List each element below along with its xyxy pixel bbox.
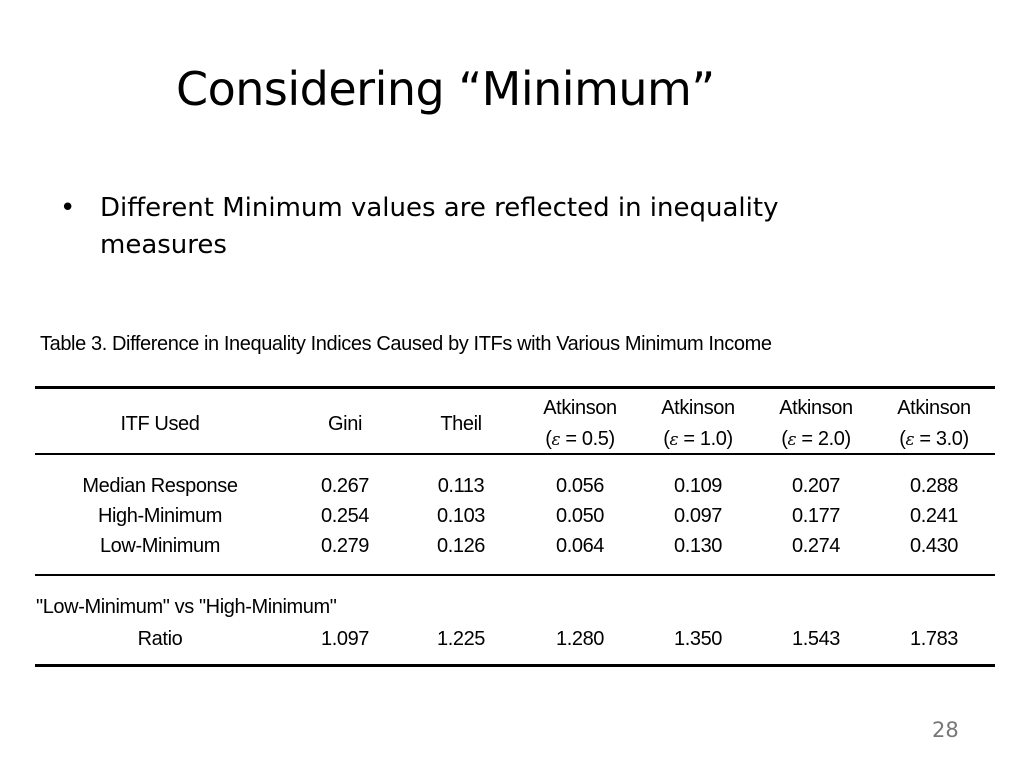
header-atkinson-2: Atkinson (661, 397, 735, 419)
header-bottom-rule (35, 453, 995, 455)
table-top-rule (35, 386, 995, 389)
cell-atkinson-3: 0.177 (791, 505, 841, 527)
cell-theil: 0.126 (436, 535, 486, 557)
cell-atkinson-4: 0.430 (909, 535, 959, 557)
cell-atkinson-2: 0.097 (673, 505, 723, 527)
bullet-text (100, 190, 840, 264)
ratio-label-line-2: Ratio (137, 628, 183, 650)
ratio-atkinson-2: 1.350 (673, 628, 723, 650)
cell-atkinson-4: 0.288 (909, 475, 959, 497)
row-label: Low-Minimum (99, 535, 221, 557)
cell-theil: 0.103 (436, 505, 486, 527)
table-caption: Table 3. Difference in Inequality Indices Caused by ITFs with Various Minimum Income (40, 333, 772, 355)
ratio-theil: 1.225 (436, 628, 486, 650)
header-itf-used: ITF Used (120, 413, 200, 435)
header-atkinson-4-param: (ε = 3.0) (899, 428, 969, 450)
header-gini: Gini (328, 413, 362, 435)
cell-gini: 0.254 (320, 505, 370, 527)
row-label: High-Minimum (97, 505, 223, 527)
bullet-line-1: Different Minimum values are reflected in inequality (100, 193, 779, 223)
bullet-line-2: measures (100, 230, 227, 260)
header-theil: Theil (440, 413, 482, 435)
bullet-dot: • (60, 193, 76, 223)
ratio-atkinson-1: 1.280 (555, 628, 605, 650)
cell-atkinson-2: 0.109 (673, 475, 723, 497)
epsilon-symbol: ε (669, 430, 679, 450)
epsilon-symbol: ε (551, 430, 561, 450)
ratio-atkinson-3: 1.543 (791, 628, 841, 650)
cell-atkinson-1: 0.050 (555, 505, 605, 527)
ratio-atkinson-4: 1.783 (909, 628, 959, 650)
epsilon-symbol: ε (905, 430, 915, 450)
cell-atkinson-4: 0.241 (909, 505, 959, 527)
header-atkinson-3-param: (ε = 2.0) (781, 428, 851, 450)
row-label: Median Response (82, 475, 238, 497)
epsilon-symbol: ε (787, 430, 797, 450)
cell-gini: 0.267 (320, 475, 370, 497)
cell-atkinson-3: 0.274 (791, 535, 841, 557)
ratio-gini: 1.097 (320, 628, 370, 650)
cell-atkinson-2: 0.130 (673, 535, 723, 557)
cell-gini: 0.279 (320, 535, 370, 557)
cell-theil: 0.113 (437, 475, 485, 497)
header-atkinson-3: Atkinson (779, 397, 853, 419)
page-number: 28 (932, 718, 959, 742)
cell-atkinson-1: 0.056 (555, 475, 605, 497)
header-atkinson-4: Atkinson (897, 397, 971, 419)
slide-title: Considering “Minimum” (176, 62, 715, 116)
header-atkinson-2-param: (ε = 1.0) (663, 428, 733, 450)
cell-atkinson-3: 0.207 (791, 475, 841, 497)
table-bottom-rule (35, 664, 995, 667)
ratio-label-line-1: "Low-Minimum" vs "High-Minimum" (36, 596, 337, 618)
cell-atkinson-1: 0.064 (555, 535, 605, 557)
rows-bottom-rule (35, 574, 995, 576)
header-atkinson-1: Atkinson (543, 397, 617, 419)
header-atkinson-1-param: (ε = 0.5) (545, 428, 615, 450)
